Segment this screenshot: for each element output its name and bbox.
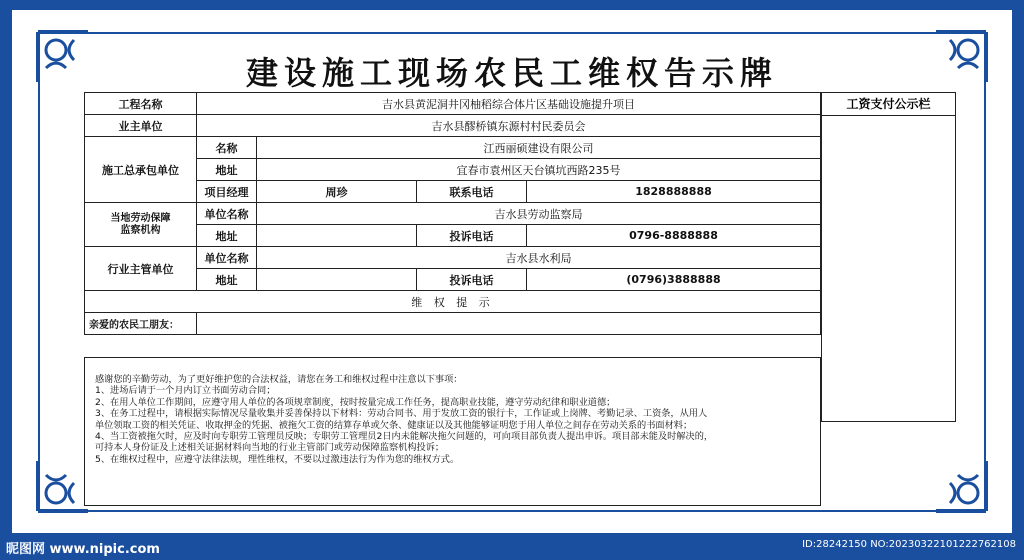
labor-complaint-label: 投诉电话 bbox=[417, 225, 527, 247]
info-table bbox=[84, 92, 821, 335]
pm-label: 项目经理 bbox=[197, 181, 257, 203]
sign-board bbox=[12, 10, 1012, 533]
labor-complaint-value: 0796-8888888 bbox=[527, 225, 821, 247]
info-table-area bbox=[84, 92, 956, 506]
labor-addr-label: 地址 bbox=[197, 225, 257, 247]
notice-line: 1、进场后请于一个月内订立书面劳动合同； bbox=[95, 385, 276, 397]
notice-line: 4、当工资被拖欠时，应及时向专职劳工管理员反映；专职劳工管理员2日内未能解决拖欠问题的，可向项目部负责人提出申诉。项目部未能及时解决的， bbox=[95, 431, 714, 443]
notice-line: 感谢您的辛勤劳动，为了更好维护您的合法权益，请您在务工和维权过程中注意以下事项： bbox=[95, 374, 463, 385]
notice-line: 3、在务工过程中，请根据实际情况尽量收集并妥善保持以下材料：劳动合同书、用于发放工资的银行卡，工作证或上岗牌、考勤记录、工资条，从用人 bbox=[95, 408, 708, 420]
industry-addr-value bbox=[257, 269, 417, 291]
contractor-addr-value: 宜春市袁州区天台镇坑西路235号 bbox=[257, 159, 821, 181]
tip-header: 维 权 提 示 bbox=[85, 291, 821, 313]
labor-agency-label-line2: 监察机构 bbox=[120, 224, 161, 236]
wage-board bbox=[821, 92, 956, 422]
friend-value bbox=[197, 313, 821, 335]
owner-label: 业主单位 bbox=[85, 115, 197, 137]
project-name-label: 工程名称 bbox=[85, 93, 197, 115]
contractor-name-value: 江西丽硕建设有限公司 bbox=[257, 137, 821, 159]
table-row bbox=[85, 137, 821, 159]
labor-addr-value bbox=[257, 225, 417, 247]
notice-line: 单位领取工资的相关凭证、收取押金的凭据、被拖欠工资的结算存单或欠条、健康证以及其他能够证明您于用人单位之间存在劳动关系的书面材料； bbox=[95, 419, 693, 431]
labor-unit-label: 单位名称 bbox=[197, 203, 257, 225]
industry-complaint-value: (0796)3888888 bbox=[527, 269, 821, 291]
notice-line: 5、在维权过程中，应遵守法律法规，理性维权，不要以过激违法行为作为您的维权方式。 bbox=[95, 453, 460, 465]
table-row bbox=[85, 247, 821, 269]
owner-value: 吉水县醪桥镇东源村村民委员会 bbox=[197, 115, 821, 137]
phone-value: 1828888888 bbox=[527, 181, 821, 203]
table-row bbox=[85, 313, 821, 335]
contractor-name-label: 名称 bbox=[197, 137, 257, 159]
project-name-value: 吉水县黄泥洞井冈柚稻综合体片区基础设施提升项目 bbox=[197, 93, 821, 115]
notice-line: 可持本人身份证及上述相关证据材料向当地的行业主管部门或劳动保障监察机构投诉； bbox=[95, 442, 445, 454]
wage-board-header: 工资支付公示栏 bbox=[822, 93, 955, 116]
sign-title: 建设施工现场农民工维权告示牌 bbox=[245, 54, 778, 92]
watermark-left: 昵图网 www.nipic.com bbox=[6, 542, 160, 557]
industry-complaint-label: 投诉电话 bbox=[417, 269, 527, 291]
watermark-right: ID:28242150 NO:20230322101222762108 bbox=[794, 534, 1024, 556]
contractor-addr-label: 地址 bbox=[197, 159, 257, 181]
industry-unit-value: 吉水县水利局 bbox=[257, 247, 821, 269]
industry-label: 行业主管单位 bbox=[85, 247, 197, 291]
contractor-label: 施工总承包单位 bbox=[85, 137, 197, 203]
pm-value: 周珍 bbox=[257, 181, 417, 203]
phone-label: 联系电话 bbox=[417, 181, 527, 203]
industry-unit-label: 单位名称 bbox=[197, 247, 257, 269]
notice-line: 2、在用人单位工作期间，应遵守用人单位的各项规章制度，按时按量完成工作任务，提高职业技能，遵守劳动纪律和职业道德； bbox=[95, 396, 616, 408]
notice-text-box bbox=[84, 357, 821, 506]
labor-unit-value: 吉水县劳动监察局 bbox=[257, 203, 821, 225]
table-row bbox=[85, 291, 821, 313]
table-row bbox=[85, 115, 821, 137]
labor-agency-label-line1: 当地劳动保障 bbox=[110, 212, 171, 224]
friend-label: 亲爱的农民工朋友： bbox=[85, 313, 197, 335]
table-row bbox=[85, 203, 821, 225]
industry-addr-label: 地址 bbox=[197, 269, 257, 291]
table-row bbox=[85, 93, 821, 115]
labor-agency-label bbox=[85, 203, 197, 247]
